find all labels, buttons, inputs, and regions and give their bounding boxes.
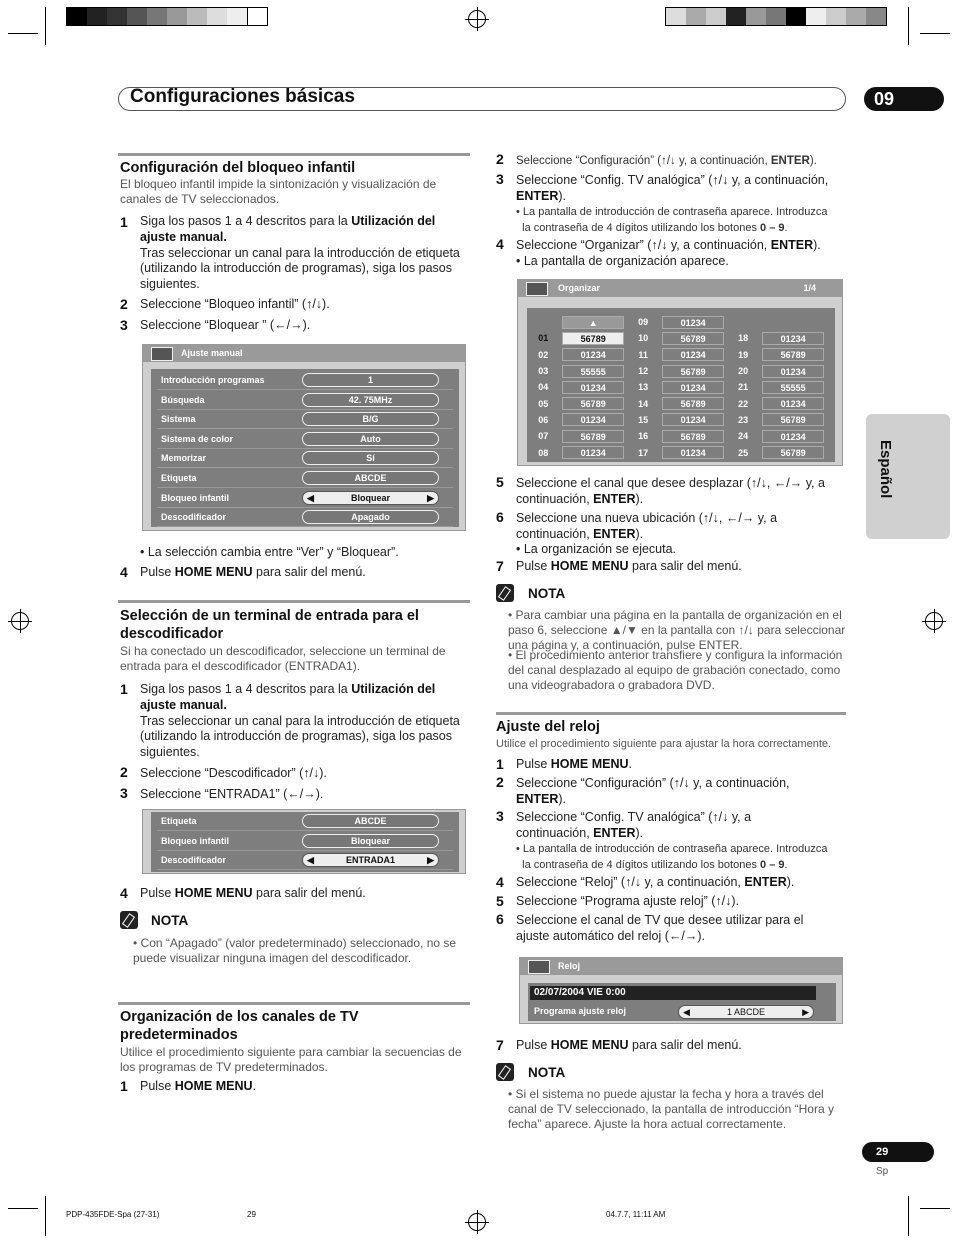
channel-cell[interactable]: 55555	[762, 381, 824, 394]
channel-cell[interactable]: 01234	[762, 397, 824, 410]
registration-mark-bottom	[468, 1213, 486, 1231]
menu-row[interactable]	[157, 371, 453, 390]
channel-cell[interactable]: 56789	[662, 332, 724, 345]
organize-row: 05 56789 14 56789 22 01234	[527, 395, 827, 411]
menu-row-value[interactable]: ABCDE	[302, 814, 439, 828]
channel-cell[interactable]: 56789	[562, 332, 624, 345]
menu-row-value[interactable]: Bloquear	[302, 834, 439, 848]
color-bar-left	[66, 7, 268, 26]
menu-row-label: Introducción programas	[161, 375, 265, 385]
menu-row-label: Sistema de color	[161, 433, 234, 444]
menu-row[interactable]	[157, 449, 453, 468]
menu-row[interactable]	[157, 391, 453, 410]
menu-row-value[interactable]: Auto	[302, 432, 439, 446]
page-number: 29	[862, 1142, 934, 1162]
channel-cell[interactable]: 01234	[662, 413, 724, 426]
menu-row-value[interactable]: 1	[302, 373, 439, 387]
menu-row[interactable]	[157, 410, 453, 429]
organize-row: 01 56789 10 56789 18 01234	[527, 330, 827, 346]
channel-cell[interactable]: 01234	[662, 348, 724, 361]
section-title-organize: Organización de los canales de TV predeterminados	[120, 1009, 359, 1043]
channel-cell[interactable]: 56789	[562, 430, 624, 443]
menu-row-value[interactable]: Sí	[302, 451, 439, 465]
channel-cell[interactable]: 01234	[662, 381, 724, 394]
channel-cell[interactable]: 56789	[662, 430, 724, 443]
menu-row[interactable]	[157, 832, 453, 851]
page-title: Configuraciones básicas	[130, 86, 355, 107]
organize-row: 08 01234 17 01234 25 56789	[527, 444, 827, 460]
tv-menu-icon	[151, 347, 173, 361]
channel-cell[interactable]: 56789	[762, 446, 824, 459]
page-up-arrow[interactable]: ▲	[562, 316, 624, 329]
section-title-decoder: Selección de un terminal de entrada para el descodificador	[120, 608, 419, 642]
channel-cell[interactable]: 01234	[762, 430, 824, 443]
menu-row-value[interactable]: 42. 75MHz	[302, 393, 439, 407]
color-bar-right	[665, 7, 887, 26]
language-tab-label: Español	[877, 440, 894, 499]
menu-row-label: Descodificador	[161, 512, 227, 523]
menu-row-label: Memorizar	[161, 453, 207, 464]
registration-mark-right	[925, 612, 943, 630]
menu-row-label: Sistema	[161, 414, 196, 425]
channel-cell[interactable]: 56789	[662, 365, 724, 378]
channel-cell[interactable]: 01234	[562, 446, 624, 459]
organize-menu: Organizar 1/4 ▲ 09 01234 01 56789 10 56789 18 01234 02 01234 11 01234 19 56789 03 55555 12 56789 20 01234 04 01234 13 01234 21 55555 05 56789 14 56789 22 01234 06 01234 15 01234 23 56789 07 56789 16 56789 24 01234 08 01234 17 01234 25 56789	[517, 279, 843, 466]
organize-row: 04 01234 13 01234 21 55555	[527, 379, 827, 395]
note-icon	[496, 1063, 514, 1081]
menu-row-value[interactable]: Apagado	[302, 510, 439, 524]
menu-row-value[interactable]: ABCDE	[302, 471, 439, 485]
clock-menu: Reloj 02/07/2004 VIE 0:00 Programa ajuste reloj ◀ 1 ABCDE ▶	[519, 957, 843, 1024]
chapter-badge: 09	[864, 87, 944, 111]
channel-cell[interactable]: 55555	[562, 365, 624, 378]
channel-cell[interactable]: 01234	[762, 365, 824, 378]
menu-row-label: Descodificador	[161, 855, 227, 866]
note-icon	[496, 584, 514, 602]
channel-cell[interactable]: 56789	[762, 413, 824, 426]
channel-cell[interactable]: 56789	[762, 348, 824, 361]
menu-row[interactable]	[157, 508, 453, 527]
organize-row: 07 56789 16 56789 24 01234	[527, 428, 827, 444]
menu-row-label: Etiqueta	[161, 816, 197, 826]
channel-cell[interactable]: 01234	[562, 381, 624, 394]
menu-row-label: Bloqueo infantil	[161, 492, 229, 503]
registration-mark-top	[468, 10, 486, 28]
channel-cell[interactable]: 01234	[562, 348, 624, 361]
menu-row[interactable]	[157, 430, 453, 449]
menu-row-value[interactable]: ◀ ENTRADA1 ▶	[302, 853, 439, 867]
channel-cell[interactable]: 01234	[562, 413, 624, 426]
section-title-child-lock: Configuración del bloqueo infantil	[120, 160, 356, 176]
menu-row-label: Búsqueda	[161, 394, 205, 405]
tv-menu-icon	[526, 282, 548, 296]
menu-row-label: Bloqueo infantil	[161, 835, 229, 846]
organize-row: 06 01234 15 01234 23 56789	[527, 412, 827, 428]
organize-row: ▲ 09 01234	[527, 314, 827, 330]
menu-row[interactable]	[157, 812, 453, 831]
channel-cell[interactable]: 56789	[662, 397, 724, 410]
menu-row[interactable]	[157, 469, 453, 488]
menu-row-value[interactable]: ◀ Bloquear ▶	[302, 491, 439, 505]
registration-mark-left	[11, 612, 29, 630]
menu-row[interactable]	[157, 851, 453, 870]
manual-adjust-menu: Ajuste manual Introducción programas 1 Búsqueda 42. 75MHz Sistema B/G Sistema de color Auto Memorizar Sí Etiqueta ABCDE Bloqueo infantil ◀ Bloquear ▶ Descodificador Apagado	[142, 344, 466, 531]
menu-row-label: Etiqueta	[161, 473, 197, 483]
channel-cell[interactable]: 56789	[562, 397, 624, 410]
menu-row-value[interactable]: B/G	[302, 412, 439, 426]
channel-cell[interactable]: 01234	[662, 446, 724, 459]
decoder-menu	[142, 809, 466, 874]
clock-program-selector[interactable]: ◀ 1 ABCDE ▶	[678, 1005, 814, 1019]
channel-cell[interactable]: 01234	[662, 316, 724, 329]
menu-row[interactable]	[157, 489, 453, 508]
organize-row: 02 01234 11 01234 19 56789	[527, 347, 827, 363]
note-icon	[120, 911, 138, 929]
tv-menu-icon	[528, 960, 550, 974]
clock-date: 02/07/2004 VIE 0:00	[530, 986, 816, 1000]
organize-row: 03 55555 12 56789 20 01234	[527, 363, 827, 379]
channel-cell[interactable]: 01234	[762, 332, 824, 345]
section-title-clock: Ajuste del reloj	[496, 719, 600, 735]
